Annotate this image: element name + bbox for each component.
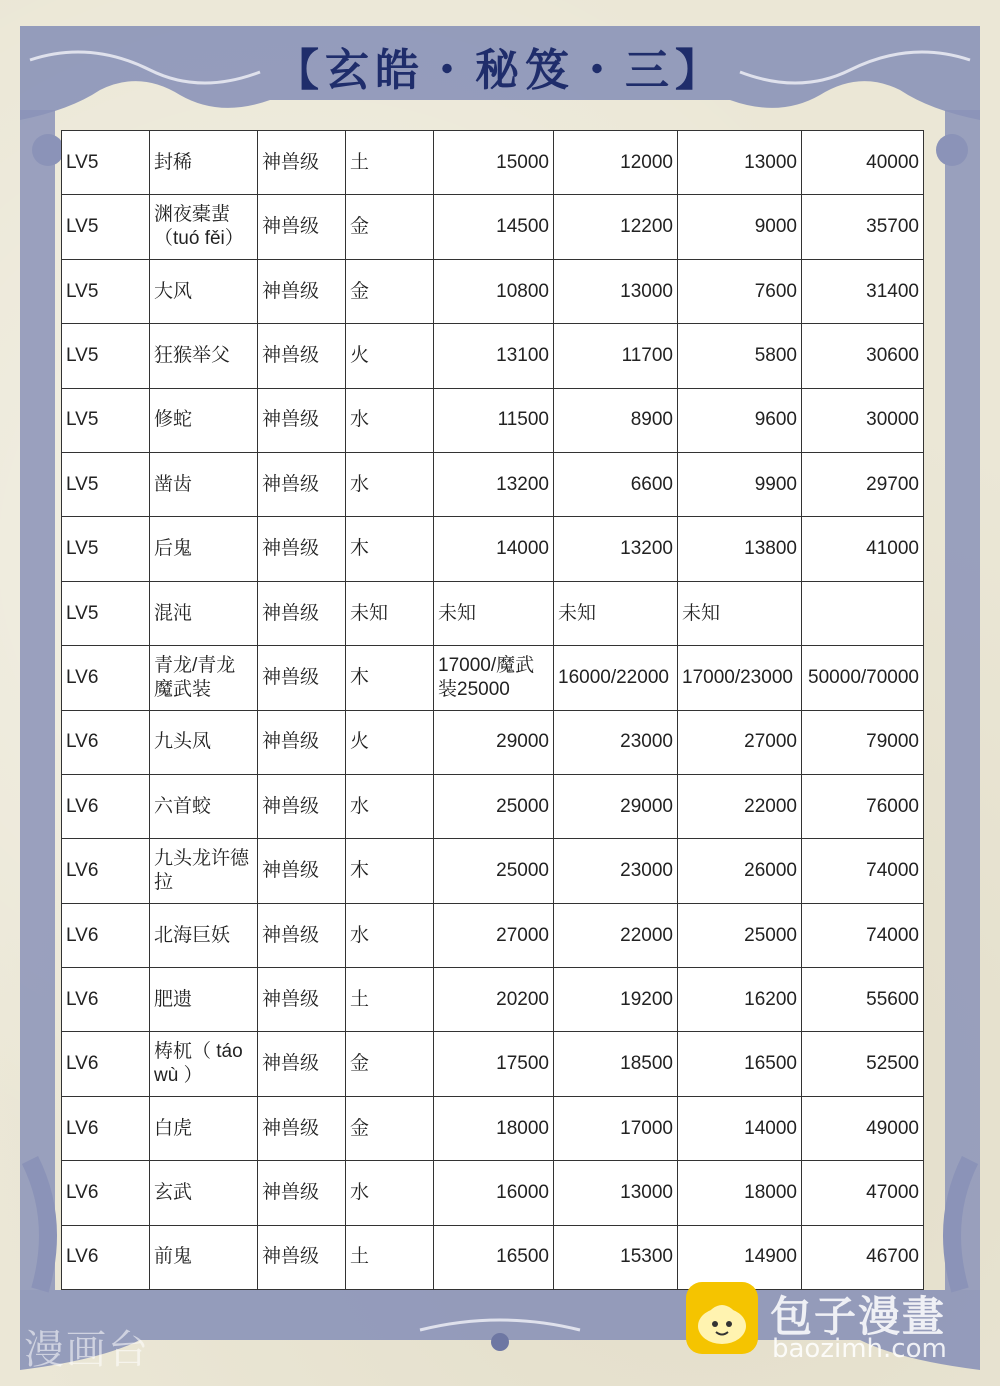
- table-row: [62, 646, 924, 710]
- rank-cell: 神兽级: [258, 195, 346, 259]
- rank-cell: 神兽级: [258, 839, 346, 903]
- value3-cell: 27000: [678, 710, 802, 774]
- value3-cell: 16500: [678, 1032, 802, 1096]
- page-title: 【玄皓・秘笈・三】: [275, 45, 725, 96]
- table-row: [62, 1096, 924, 1160]
- value3-cell: 25000: [678, 903, 802, 967]
- value3-cell: 14900: [678, 1225, 802, 1289]
- value3-cell: 16200: [678, 968, 802, 1032]
- level-cell: LV5: [62, 517, 150, 581]
- value3-cell: 9600: [678, 388, 802, 452]
- total-cell: 50000/70000: [802, 646, 924, 710]
- name-cell: 肥遗: [150, 968, 258, 1032]
- total-cell: [802, 581, 924, 645]
- value2-cell: 12200: [554, 195, 678, 259]
- name-cell: 凿齿: [150, 452, 258, 516]
- level-cell: LV6: [62, 646, 150, 710]
- name-cell: 梼杌（ táo wù ）: [150, 1032, 258, 1096]
- element-cell: 金: [346, 1096, 434, 1160]
- value1-cell: 29000: [434, 710, 554, 774]
- value2-cell: 8900: [554, 388, 678, 452]
- rank-cell: 神兽级: [258, 903, 346, 967]
- value2-cell: 23000: [554, 710, 678, 774]
- level-cell: LV5: [62, 581, 150, 645]
- value2-cell: 19200: [554, 968, 678, 1032]
- value2-cell: 22000: [554, 903, 678, 967]
- value2-cell: 23000: [554, 839, 678, 903]
- level-cell: LV5: [62, 388, 150, 452]
- table-row: [62, 1032, 924, 1096]
- value1-cell: 25000: [434, 839, 554, 903]
- level-cell: LV6: [62, 1161, 150, 1225]
- value1-cell: 18000: [434, 1096, 554, 1160]
- value1-cell: 16500: [434, 1225, 554, 1289]
- total-cell: 29700: [802, 452, 924, 516]
- rank-cell: 神兽级: [258, 517, 346, 581]
- value2-cell: 11700: [554, 324, 678, 388]
- element-cell: 水: [346, 903, 434, 967]
- value1-cell: 27000: [434, 903, 554, 967]
- rank-cell: 神兽级: [258, 131, 346, 195]
- level-cell: LV6: [62, 968, 150, 1032]
- element-cell: 木: [346, 839, 434, 903]
- value2-cell: 18500: [554, 1032, 678, 1096]
- table-row: [62, 903, 924, 967]
- total-cell: 49000: [802, 1096, 924, 1160]
- rank-cell: 神兽级: [258, 1032, 346, 1096]
- name-cell: 北海巨妖: [150, 903, 258, 967]
- rank-cell: 神兽级: [258, 388, 346, 452]
- level-cell: LV6: [62, 1225, 150, 1289]
- table-row: [62, 259, 924, 323]
- value1-cell: 16000: [434, 1161, 554, 1225]
- value1-cell: 未知: [434, 581, 554, 645]
- value1-cell: 14000: [434, 517, 554, 581]
- value2-cell: 15300: [554, 1225, 678, 1289]
- name-cell: 六首蛟: [150, 774, 258, 838]
- name-cell: 混沌: [150, 581, 258, 645]
- table-row: [62, 388, 924, 452]
- level-cell: LV5: [62, 131, 150, 195]
- name-cell: 青龙/青龙魔武装: [150, 646, 258, 710]
- rank-cell: 神兽级: [258, 968, 346, 1032]
- table-row: [62, 1161, 924, 1225]
- level-cell: LV5: [62, 324, 150, 388]
- rank-cell: 神兽级: [258, 774, 346, 838]
- value3-cell: 14000: [678, 1096, 802, 1160]
- element-cell: 土: [346, 1225, 434, 1289]
- rank-cell: 神兽级: [258, 324, 346, 388]
- value1-cell: 13200: [434, 452, 554, 516]
- total-cell: 40000: [802, 131, 924, 195]
- table-row: [62, 581, 924, 645]
- value3-cell: 9000: [678, 195, 802, 259]
- level-cell: LV6: [62, 1032, 150, 1096]
- element-cell: 火: [346, 324, 434, 388]
- element-cell: 水: [346, 388, 434, 452]
- total-cell: 31400: [802, 259, 924, 323]
- total-cell: 46700: [802, 1225, 924, 1289]
- level-cell: LV5: [62, 259, 150, 323]
- total-cell: 41000: [802, 517, 924, 581]
- value2-cell: 未知: [554, 581, 678, 645]
- value2-cell: 13000: [554, 259, 678, 323]
- element-cell: 金: [346, 259, 434, 323]
- element-cell: 土: [346, 131, 434, 195]
- element-cell: 金: [346, 1032, 434, 1096]
- name-cell: 大风: [150, 259, 258, 323]
- level-cell: LV6: [62, 710, 150, 774]
- name-cell: 九头凤: [150, 710, 258, 774]
- value3-cell: 18000: [678, 1161, 802, 1225]
- name-cell: 后鬼: [150, 517, 258, 581]
- value3-cell: 9900: [678, 452, 802, 516]
- value2-cell: 13200: [554, 517, 678, 581]
- name-cell: 九头龙许德拉: [150, 839, 258, 903]
- table-row: [62, 774, 924, 838]
- element-cell: 土: [346, 968, 434, 1032]
- rank-cell: 神兽级: [258, 581, 346, 645]
- level-cell: LV6: [62, 903, 150, 967]
- total-cell: 74000: [802, 903, 924, 967]
- value1-cell: 17500: [434, 1032, 554, 1096]
- value3-cell: 17000/23000: [678, 646, 802, 710]
- bun-logo-icon: [686, 1282, 758, 1354]
- element-cell: 木: [346, 517, 434, 581]
- beast-stats-table: [61, 130, 924, 1290]
- table-row: [62, 131, 924, 195]
- value2-cell: 29000: [554, 774, 678, 838]
- table-row: [62, 968, 924, 1032]
- name-cell: 狂猴举父: [150, 324, 258, 388]
- rank-cell: 神兽级: [258, 1096, 346, 1160]
- value1-cell: 14500: [434, 195, 554, 259]
- value1-cell: 11500: [434, 388, 554, 452]
- value2-cell: 12000: [554, 131, 678, 195]
- value3-cell: 5800: [678, 324, 802, 388]
- value1-cell: 20200: [434, 968, 554, 1032]
- value2-cell: 17000: [554, 1096, 678, 1160]
- table-row: [62, 452, 924, 516]
- total-cell: 30000: [802, 388, 924, 452]
- rank-cell: 神兽级: [258, 710, 346, 774]
- table-row: [62, 324, 924, 388]
- value2-cell: 16000/22000: [554, 646, 678, 710]
- value2-cell: 6600: [554, 452, 678, 516]
- element-cell: 火: [346, 710, 434, 774]
- total-cell: 76000: [802, 774, 924, 838]
- element-cell: 金: [346, 195, 434, 259]
- level-cell: LV5: [62, 452, 150, 516]
- level-cell: LV6: [62, 1096, 150, 1160]
- table-row: [62, 517, 924, 581]
- watermark-left: 漫画台: [24, 1327, 150, 1373]
- name-cell: 玄武: [150, 1161, 258, 1225]
- total-cell: 55600: [802, 968, 924, 1032]
- table-row: [62, 710, 924, 774]
- name-cell: 渊夜橐蜚（tuó fěi）: [150, 195, 258, 259]
- value3-cell: 未知: [678, 581, 802, 645]
- value1-cell: 25000: [434, 774, 554, 838]
- level-cell: LV5: [62, 195, 150, 259]
- table-row: [62, 839, 924, 903]
- value3-cell: 7600: [678, 259, 802, 323]
- rank-cell: 神兽级: [258, 1161, 346, 1225]
- table-row: [62, 1225, 924, 1289]
- watermark-url: baozimh.com: [772, 1334, 947, 1364]
- element-cell: 木: [346, 646, 434, 710]
- element-cell: 水: [346, 452, 434, 516]
- element-cell: 未知: [346, 581, 434, 645]
- total-cell: 47000: [802, 1161, 924, 1225]
- rank-cell: 神兽级: [258, 1225, 346, 1289]
- value3-cell: 26000: [678, 839, 802, 903]
- value3-cell: 13000: [678, 131, 802, 195]
- value3-cell: 22000: [678, 774, 802, 838]
- rank-cell: 神兽级: [258, 646, 346, 710]
- element-cell: 水: [346, 1161, 434, 1225]
- level-cell: LV6: [62, 839, 150, 903]
- value3-cell: 13800: [678, 517, 802, 581]
- rank-cell: 神兽级: [258, 259, 346, 323]
- value1-cell: 17000/魔武装25000: [434, 646, 554, 710]
- total-cell: 52500: [802, 1032, 924, 1096]
- name-cell: 封稀: [150, 131, 258, 195]
- level-cell: LV6: [62, 774, 150, 838]
- value1-cell: 13100: [434, 324, 554, 388]
- name-cell: 白虎: [150, 1096, 258, 1160]
- total-cell: 74000: [802, 839, 924, 903]
- rank-cell: 神兽级: [258, 452, 346, 516]
- total-cell: 79000: [802, 710, 924, 774]
- name-cell: 修蛇: [150, 388, 258, 452]
- value2-cell: 13000: [554, 1161, 678, 1225]
- element-cell: 水: [346, 774, 434, 838]
- watermark-brand: 包子漫畫: [770, 1292, 947, 1341]
- table-row: [62, 195, 924, 259]
- total-cell: 35700: [802, 195, 924, 259]
- value1-cell: 10800: [434, 259, 554, 323]
- name-cell: 前鬼: [150, 1225, 258, 1289]
- value1-cell: 15000: [434, 131, 554, 195]
- total-cell: 30600: [802, 324, 924, 388]
